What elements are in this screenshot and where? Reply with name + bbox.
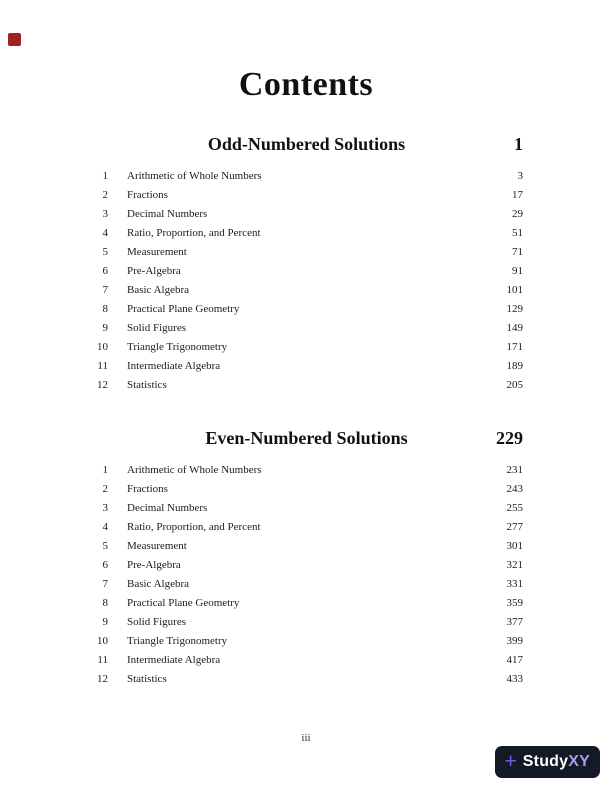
plus-icon: +: [504, 749, 517, 773]
section-heading-row: [90, 134, 523, 155]
logo-wordmark: [523, 753, 590, 771]
logo-brand-accent: XY: [568, 753, 590, 770]
toc-entry: [90, 338, 523, 357]
chapter-number: 6: [102, 559, 108, 571]
toc-content: [90, 134, 523, 689]
chapter-page: 29: [512, 208, 523, 220]
chapter-title: Solid Figures: [127, 322, 186, 334]
toc-entry: [90, 632, 523, 651]
toc-entry: [90, 205, 523, 224]
toc-entry: [90, 461, 523, 480]
footer-page-number: iii: [301, 732, 311, 744]
chapter-title: Measurement: [127, 246, 187, 258]
toc-entry: [90, 499, 523, 518]
chapter-number: 9: [102, 616, 108, 628]
chapter-number: 12: [97, 379, 108, 391]
chapter-page: 51: [512, 227, 523, 239]
logo-brand-primary: Study: [522, 753, 569, 770]
chapter-title: Practical Plane Geometry: [127, 303, 240, 315]
chapter-page: 321: [506, 559, 523, 571]
toc-entry: [90, 186, 523, 205]
toc-entry: [90, 594, 523, 613]
chapter-title: Statistics: [127, 379, 167, 391]
chapter-title: Fractions: [127, 483, 168, 495]
chapter-number: 12: [97, 673, 108, 685]
chapter-title: Basic Algebra: [127, 284, 190, 296]
chapter-page: 17: [512, 189, 523, 201]
chapter-page: 377: [506, 616, 523, 628]
chapter-page: 231: [506, 464, 523, 476]
section-heading: Even-Numbered Solutions: [205, 428, 408, 448]
toc-entry: [90, 480, 523, 499]
chapter-number: 8: [102, 597, 108, 609]
toc-entry: [90, 167, 523, 186]
chapter-title: Statistics: [127, 673, 167, 685]
page-title: Contents: [238, 66, 374, 103]
chapter-number: 1: [102, 170, 108, 182]
toc-entry: [90, 300, 523, 319]
section-rows: [90, 461, 523, 689]
chapter-title: Decimal Numbers: [127, 208, 208, 220]
chapter-number: 6: [102, 265, 108, 277]
chapter-page: 417: [506, 654, 523, 666]
toc-entry: [90, 556, 523, 575]
chapter-number: 2: [102, 189, 108, 201]
chapter-page: 71: [512, 246, 523, 258]
toc-entry: [90, 518, 523, 537]
chapter-title: Arithmetic of Whole Numbers: [127, 170, 262, 182]
chapter-title: Arithmetic of Whole Numbers: [127, 464, 262, 476]
toc-entry: [90, 357, 523, 376]
chapter-title: Measurement: [127, 540, 187, 552]
section-page-number: 1: [514, 134, 523, 154]
chapter-page: 189: [506, 360, 523, 372]
chapter-page: 359: [506, 597, 523, 609]
chapter-title: Basic Algebra: [127, 578, 190, 590]
chapter-number: 1: [102, 464, 108, 476]
chapter-number: 5: [102, 540, 108, 552]
chapter-page: 255: [506, 502, 523, 514]
chapter-page: 171: [506, 341, 523, 353]
chapter-title: Pre-Algebra: [127, 265, 181, 277]
chapter-number: 8: [102, 303, 108, 315]
chapter-number: 9: [102, 322, 108, 334]
chapter-number: 11: [97, 654, 108, 666]
chapter-number: 10: [97, 341, 108, 353]
chapter-page: 243: [506, 483, 523, 495]
chapter-title: Practical Plane Geometry: [127, 597, 240, 609]
chapter-number: 3: [102, 208, 108, 220]
chapter-title: Triangle Trigonometry: [127, 635, 228, 647]
chapter-page: 101: [506, 284, 523, 296]
toc-entry: [90, 376, 523, 395]
chapter-page: 149: [506, 322, 523, 334]
chapter-number: 7: [102, 578, 108, 590]
chapter-number: 3: [102, 502, 108, 514]
toc-entry: [90, 281, 523, 300]
toc-entry: [90, 243, 523, 262]
chapter-title: Triangle Trigonometry: [127, 341, 228, 353]
toc-entry: [90, 651, 523, 670]
chapter-title: Fractions: [127, 189, 168, 201]
chapter-page: 301: [506, 540, 523, 552]
toc-entry: [90, 262, 523, 281]
section-heading: Odd-Numbered Solutions: [207, 134, 406, 154]
chapter-number: 10: [97, 635, 108, 647]
chapter-title: Ratio, Proportion, and Percent: [127, 227, 261, 239]
chapter-number: 11: [97, 360, 108, 372]
chapter-number: 4: [102, 227, 108, 239]
toc-entry: [90, 224, 523, 243]
section-page-number: 229: [496, 428, 523, 448]
toc-entry: [90, 613, 523, 632]
chapter-number: 4: [102, 521, 108, 533]
chapter-page: 3: [517, 170, 523, 182]
chapter-number: 2: [102, 483, 108, 495]
chapter-title: Intermediate Algebra: [127, 654, 221, 666]
chapter-page: 277: [506, 521, 523, 533]
chapter-title: Decimal Numbers: [127, 502, 208, 514]
toc-entry: [90, 319, 523, 338]
chapter-page: 91: [512, 265, 523, 277]
toc-section: [90, 428, 523, 689]
chapter-title: Solid Figures: [127, 616, 186, 628]
chapter-page: 129: [506, 303, 523, 315]
chapter-page: 205: [506, 379, 523, 391]
toc-entry: [90, 670, 523, 689]
studyxy-logo: [495, 746, 600, 778]
section-rows: [90, 167, 523, 395]
chapter-page: 433: [506, 673, 523, 685]
chapter-page: 399: [506, 635, 523, 647]
chapter-title: Pre-Algebra: [127, 559, 181, 571]
corner-marker: [8, 33, 21, 46]
toc-section: [90, 134, 523, 395]
section-heading-row: [90, 428, 523, 449]
chapter-number: 5: [102, 246, 108, 258]
chapter-title: Intermediate Algebra: [127, 360, 221, 372]
toc-entry: [90, 537, 523, 556]
chapter-page: 331: [506, 578, 523, 590]
chapter-title: Ratio, Proportion, and Percent: [127, 521, 261, 533]
chapter-number: 7: [102, 284, 108, 296]
toc-entry: [90, 575, 523, 594]
